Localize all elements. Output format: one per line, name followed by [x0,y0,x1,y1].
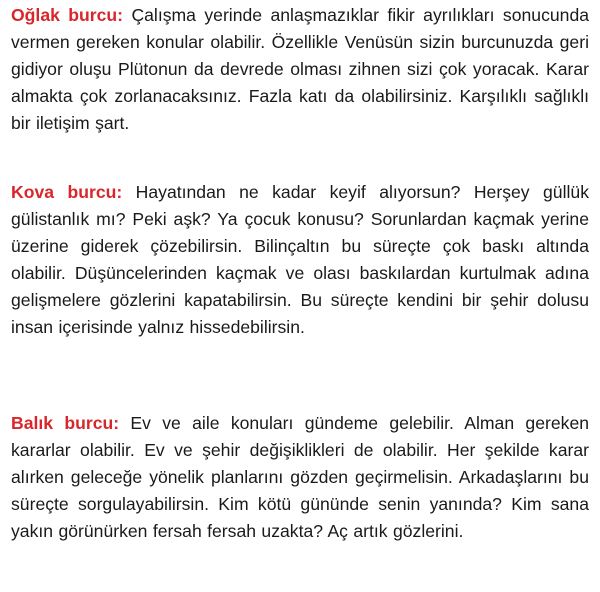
capricorn-text: Çalışma yerinde anlaşmazıklar fikir ayrılıkları sonucunda vermen gereken konular olabilir. Özellikle Venüsün sizin burcunuzda geri gidiyor oluşu Plütonun da devrede olması zihnen sizi çok yoracak. Karar almakta çok zorlanacaksınız. Fazla katı da olabilirsiniz. Karşılıklı sağlıklı bir iletişim şart. [11,5,590,133]
capricorn-section [11,2,589,137]
pisces-text: Ev ve aile konuları gündeme gelebilir. Alman gereken kararlar olabilir. Ev ve şehir değişiklikleri de olabilir. Her şekilde karar alırken geleceğe yönelik planlarını gözden geçirmelisin. Arkadaşlarını bu süreçte sorgulayabilirsin. Kim kötü gününde senin yanında? Kim sana yakın görünürken fersah fersah uzakta? Aç artık gözlerini. [11,413,590,541]
pisces-section [11,410,589,545]
aquarius-heading: Kova burcu: [11,182,123,202]
aquarius-text: Hayatından ne kadar keyif alıyorsun? Herşey güllük gülistanlık mı? Peki aşk? Ya çocuk konusu? Sorunlardan kaçmak yerine üzerine giderek çözebilirsin. Bilinçaltın bu süreçte çok baskı altında olabilir. Düşüncelerinden kaçmak ve olası baskılardan kurtulmak adına gelişmelere gözlerini kapatabilirsin. Bu süreçte kendini bir şehir dolusu insan içerisinde yalnız hissedebilirsin. [11,182,589,337]
capricorn-heading: Oğlak burcu: [11,5,124,25]
pisces-heading: Balık burcu: [11,413,120,433]
aquarius-section [11,179,589,341]
